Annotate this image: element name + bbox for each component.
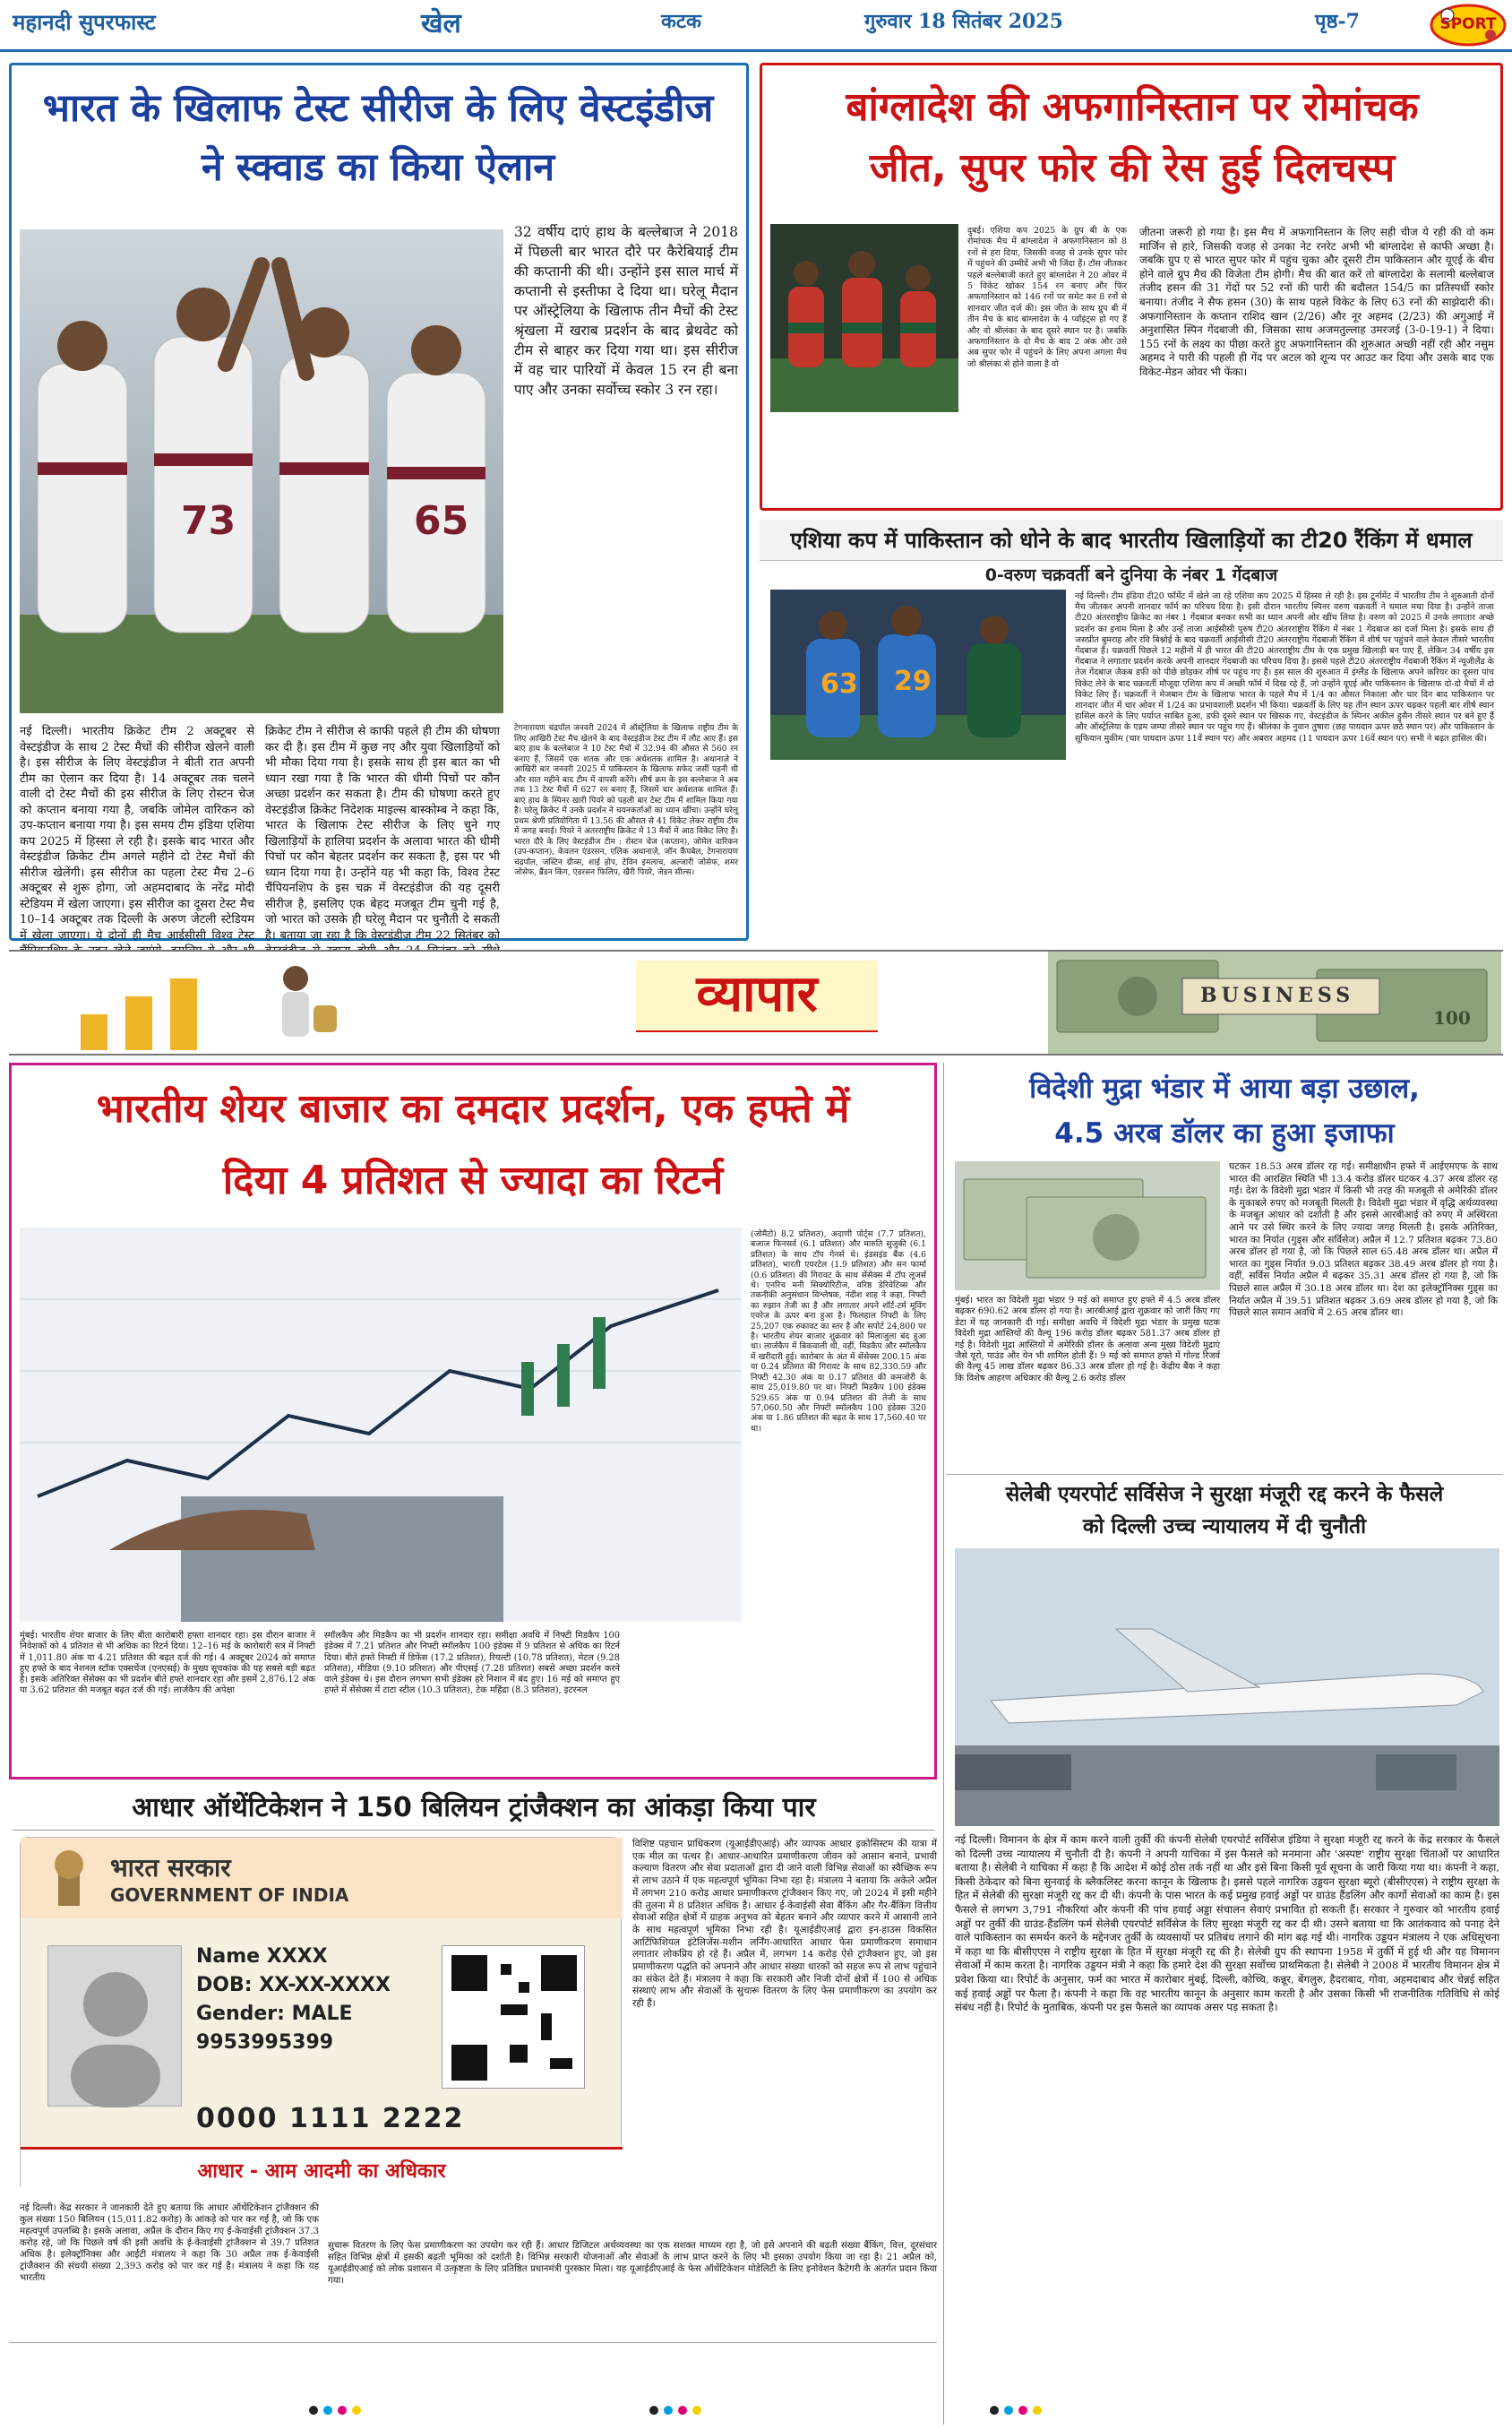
share-col1: मुंबई। भारतीय शेयर बाजार के लिए बीता कारोबारी हफ्ता शानदार रहा। इस दौरान बाजार ने निवेशकों को 4 प्रतिशत से भी अधिक का रिटर्न दिया। 12–16 मई के कारोबारी सत्र में निफ्टी में 1,011.80 अंक या 4.21 प्रतिशत की बढ़त दर्ज की गई। 4 अक्टूबर 2024 को समाप्त हुए हफ्ते के बाद नेशनल स्टॉक एक्सचेंज (एनएसई) के मुख्य सूचकांक की यह सबसे बड़ी बढ़त है। इसके अतिरिक्त सेंसेक्स का भी प्रदर्शन बीते हफ्ते शानदार रहा और इसमें 2,876.12 अंक या 3.62 प्रतिशत की मजबूत बढ़त दर्ज की गई। लार्जकैप की अपेक्षा <box>20 1631 315 1696</box>
wi-col3: टेगनारायण चंद्रपॉल जनवरी 2024 में ऑस्ट्रेलिया के खिलाफ राष्ट्रीय टीम के लिए आखिरी टेस्ट मैच खेलने के बाद वेस्टइंडीज टेस्ट टीम में लौट आए हैं। इस बाएं हाथ के बल्लेबाज ने 10 टेस्ट मैचों में 32.94 की औसत से 560 रन बनाए हैं, जिसमें एक शतक और एक अर्धशतक शामिल है। अथानाज़े ने आखिरी बार जनवरी 2025 में पाकिस्तान के खिलाफ सफेद जर्सी पहनी थी और सात महीने बाद टीम में वापसी करेंगे। शीर्ष क्रम के इस बल्लेबाज ने अब तक 13 टेस्ट मैचों में 627 रन बनाए हैं, जिसमें चार अर्धशतक शामिल हैं। बाएं हाथ के स्पिनर खारी पियरे को पहली बार टेस्ट टीम में शामिल किया गया है। घरेलू क्रिकेट में उनके प्रदर्शन ने चयनकर्ताओं का ध्यान खींचा। उन्होंने घरेलू प्रथम श्रेणी प्रतियोगिता में 13.56 की औसत से 41 विकेट लेकर राष्ट्रीय टीम में जगह बनाई। पियरे ने अंतरराष्ट्रीय क्रिकेट में 13 मैचों में आठ विकेट लिए हैं। भारत दौरे के लिए वेस्टइंडीज टीम : रोस्टन चेज (कप्तान), जोमेल वारिकन (उप-कप्तान), केवलन एंडरसन, एलिक अथानाज़े, जॉन कैंपबेल, टेगनारायण चंद्रपॉल, जस्टिन ग्रीव्स, शाई होप, टेविन इमलाच, अल्जारी जोसेफ, शमर जोसेफ, ब्रैंडन किंग, एंडरसन फिलिप, खैरी पियरे, जेडन सील्स। <box>514 724 738 877</box>
forex-headline <box>949 1066 1499 1156</box>
share-headline-line-2: दिया 4 प्रतिशत से ज्यादा का रिटर्न <box>222 1158 724 1203</box>
forex-photo <box>955 1161 1220 1290</box>
wi-col2b: क्रिकेट टीम ने सीरीज से काफी पहले ही टीम की घोषणा कर दी है। इस टीम में कुछ नए और युवा खिलाड़ियों को भी मौका दिया गया है। इसके साथ ही इस बात का भी ध्यान रखा गया है कि भारत की धीमी पिचों पर कौन अच्छा प्रदर्शन कर सकता है। टीम की घोषणा करते हुए वेस्टइंडीज क्रिकेट निदेशक माइल्स बास्कोम्ब ने कहा कि, भारत के खिलाफ टेस्ट सीरीज के लिए चुने गए खिलाड़ियों के हालिया प्रदर्शन के अलावा भारत की धीमी पिचों पर कौन बेहतर प्रदर्शन कर सकता है, इस पर भी ध्यान दिया गया है। उन्होंने यह भी कहा कि, विश्व टेस्ट चैंपियनशिप के इस चक्र में वेस्टइंडीज की यह दूसरी सीरीज है, इसलिए एक बेहद मजबूत टीम चुनी गई है, जो भारत को उसके ही घरेलू मैदान पर चुनौती दे सकती है। बताया जा रहा है कि वेस्टइंडीज टीम 22 सितंबर को <box>265 725 500 943</box>
ban-photo <box>770 224 958 412</box>
celebi-headline-line-2: को दिल्ली उच्च न्यायालय में दी चुनौती <box>1082 1515 1367 1538</box>
wi-players-image <box>20 229 503 713</box>
ban-headline-line-2: जीत, सुपर फोर की रेस हुई दिलचस्प <box>869 145 1396 191</box>
share-headline-line-1: भारतीय शेयर बाजार का दमदार प्रदर्शन, एक हफ्ते में <box>96 1086 850 1132</box>
wi-col1: नई दिल्ली। भारतीय क्रिकेट टीम 2 अक्टूबर से वेस्टइंडीज के साथ 2 टेस्ट मैचों की सीरीज खेलने वाली है। इस सीरीज के लिए वेस्टइंडीज ने बीती रात अपनी टीम का ऐलान कर दिया है। 14 अक्टूबर तक चलने वाली दो टेस्ट मैचों की इस सीरीज के लिए रोस्टन चेज को कप्तान बनाया गया है, जबकि जोमेल वारिकन को उप-कप्तान बनाया गया है। इस समय टीम इंडिया एशिया कप 2025 में हिस्सा ले रही है। इसके बाद भारत और वेस्टइंडीज क्रिकेट टीम अगले महीने दो टेस्ट मैचों की सीरीज खेलेंगी। इस सीरीज का पहला टेस्ट मैच 2–6 अक्टूबर से शुरू होगा, जो अहमदाबाद के नरेंद्र मोदी स्टेडियम में खेला जाएगा। इस सीरीज का दूसरा टेस्ट मैच 10–14 अक्टूबर तक दिल्ली के अरुण जेटली स्टेडियम में खेला जाएगा। ये दोनों ही मैच आईसीसी विश्व टेस्ट <box>20 725 254 943</box>
aadhaar-photo-placeholder <box>47 1945 182 2107</box>
wi-headline <box>20 79 736 197</box>
forex-col2: घटकर 18.53 अरब डॉलर रह गई। समीक्षाधीन हफ्ते में आईएमएफ के साथ भारत की आरक्षित स्थिति भी 13.4 करोड़ डॉलर घटकर 4.37 अरब डॉलर रह गई। देश के विदेशी मुद्रा भंडार में किसी भी तरह की मजबूती से अमेरिकी डॉलर के मुकाबले रुपए को मजबूती मिलती है। विदेशी मुद्रा भंडार में वृद्धि अर्थव्यवस्था के मजबूत आधार को दर्शाती है और इससे आरबीआई को रुपए में अस्थिरता आने पर उसे स्थिर करने के लिए ज्यादा जगह मिलती है। इसके अतिरिक्त, भारत का निर्यात (गुड्स और सर्विसेज) अप्रैल में 12.7 प्रतिशत बढ़कर 73.80 अरब डॉलर हो गया है, जो कि पिछले साल 65.48 अरब डॉलर था। अप्रैल में भारत का गुड्स निर्यात 9.03 प्रतिशत बढ़कर 38.49 अरब डॉलर हो गया है। वहीं, सर्विस निर्यात अप्रैल में बढ़कर 35.31 अरब डॉलर हो गया है, जो कि पिछले साल अप्रैल में 30.18 अरब डॉलर था। देश का इलेक्ट्रॉनिक्स गुड्स का निर्यात अप्रैल में 39.51 प्रतिशत बढ़कर 3.69 अरब डॉलर हो गया है, जो कि पिछले साल समान अवधि में 2.65 अरब डॉलर था। <box>1229 1161 1498 1319</box>
business-money-image <box>1048 952 1501 1054</box>
forex-headline-line-1: विदेशी मुद्रा भंडार में आया बड़ा उछाल, <box>1029 1073 1420 1105</box>
aadhaar-col2: सुचारू वितरण के लिए फेस प्रमाणीकरण का उपयोग कर रही हैं। आधार डिजिटल अर्थव्यवस्था का एक सशक्त माध्यम रहा है, जो इसे अपनाने की बढ़ती संख्या बैंकिंग, वित्त, दूरसंचार सहित विभिन्न क्षेत्रों में इसकी बढ़ती भूमिका को दर्शाती है। विभिन्न सरकारी योजनाओं और सेवाओं के लाभ प्राप्त करने के लिए भी इसका उपयोग किया जा रहा है। 21 अप्रैल को, यूआईडीएआई को लोक प्रशासन में उत्कृष्टता के लिए प्रतिष्ठित प्रधानमंत्री पुरस्कार मिला। यह यूआईडीएआई के फेस ऑथेंटिकेशन मोडेलिटी के लिए इनोवेशन कैटेगरी के अंतर्गत प्रदान किया गया। <box>328 2241 937 2286</box>
rank-subhead: 0-वरुण चक्रवर्ती बने दुनिया के नंबर 1 गेंदबाज <box>984 565 1278 585</box>
wi-jersey-number-1: 73 <box>181 498 236 544</box>
aadhaar-card <box>20 1837 622 2193</box>
ban-col2: जीतना जरूरी हो गया है। इस मैच में अफगानिस्तान के लिए सही चीज ये रही की वो कम मार्जिन से हारे, जिसकी वजह से उनका नेट रनरेट अभी भी बांग्लादेश से काफी अच्छा है। जबकि ग्रुप ए से भारत सुपर फोर में पहुंच चुका और दूसरी टीम पाकिस्तान और यूएई के बीच होने वाले ग्रुप मैच की विजेता टीम होगी। मैच की बात करें तो बांग्लादेश के सलामी बल्लेबाज तंजीद हसन की 31 गेंदों पर 52 रनों की पारी की बदौलत 154/5 का प्रतिस्पर्धी स्कोर बनाया। तंजीद ने सैफ हसन (30) के साथ पहले विकेट के लिए 63 रनों की साझेदारी की। अफगानिस्तान के कप्तान राशिद खान (2/26) और नूर अहमद (2/23) की अगुआई में अनुशासित स्पिन गेंदबाजी की, जिसका साथ अजमतुल्लाह उमरजई (3-0-19-1) ने दिया। 155 रनों के लक्ष्य का पीछा करते हुए अफगानिस्तान की शुरुआत अच्छी नहीं रही और नसुम अहमद ने पारी की पहली ही गेंद पर अटल को शून्य पर आउट कर दिया और उसके बाद एक विकेट-मेडन ओवर भी फेंका। <box>1139 226 1494 378</box>
aadhaar-card-name: Name XXXX <box>196 1945 328 1968</box>
print-registration-marks <box>305 2401 1200 2419</box>
stock-market-image <box>20 1228 742 1622</box>
share-col2: स्मॉलकैप और मिडकैप का भी प्रदर्शन शानदार रहा। समीक्षा अवधि में निफ्टी मिडकैप 100 इंडेक्स में 7.21 प्रतिशत और निफ्टी स्मॉलकैप 100 इंडेक्स में 9 प्रतिशत से अधिक का रिटर्न दिया। बीते हफ्ते निफ्टी में डिफेंस (17.2 प्रतिशत), रियल्टी (10.78 प्रतिशत), मेटल (9.28 प्रतिशत), मीडिया (9.10 प्रतिशत) और पीएसई (7.28 प्रतिशत) सबसे अच्छा प्रदर्शन करने वाले इंडेक्स थे। इस दौरान लगभग सभी इंडेक्स हरे निशान में बंद हुए। 16 मई को समाप्त हुए हफ्ते में सेंसेक्स में टाटा स्टील (10.3 प्रतिशत), टेक महिंद्रा (8.3 प्रतिशत), इटरनल <box>324 1631 620 1696</box>
aadhaar-card-number: 0000 1111 2222 <box>196 2103 465 2134</box>
sport-badge-text: SPORT <box>1439 15 1497 33</box>
celebi-body: नई दिल्ली। विमानन के क्षेत्र में काम करने वाली तुर्की की कंपनी सेलेबी एयरपोर्ट सर्विसेज इंडिया ने सुरक्षा मंजूरी रद्द करने के केंद्र सरकार के फैसले को दिल्ली उच्च न्यायालय में चुनौती दी है। कंपनी ने अपनी याचिका में इस फैसले को मनमाना और 'अस्पष्ट' राष्ट्रीय सुरक्षा चिंताओं पर आधारित बताया है। सेलेबी ने याचिका में कहा है कि आदेश में कोई ठोस तर्क नहीं था और इसे बिना किसी पूर्व सूचना के जारी किया गया था। कंपनी ने कहा, किसी ठेकेदार को बिना सुनवाई के ब्लैकलिस्ट करना कानून के खिलाफ है। इससे पहले नागरिक उड्डयन सुरक्षा ब्यूरो (बीसीएएस) ने राष्ट्रीय सुरक्षा के हित में सेलेबी की सुरक्षा मंजूरी रद्द कर दी थी। कंपनी के पास भारत के कई प्रमुख हवाई अड्डों पर ग्राउंड हैंडलिंग और कार्गो सेवाओं का काम है। इस फैसले से लगभग 3,791 नौकरियां और कंपनी की पांच हवाई अड्डा संचालन सेवाएं प्रभावित हो सकती हैं। सरकार ने गुरुवार को भारतीय हवाई अड्डों पर तुर्की की ग्राउंड-हैंडलिंग फर्म सेलेबी एयरपोर्ट सर्विसेज के लिए सुरक्षा मंजूरी रद्द कर दी थी। उसने बताया था कि आतंकवाद को पनाह देने वाले पाकिस्तान का समर्थन करने के मद्देनजर तुर्की के व्यवसायों पर प्रतिबंध लगाने की मांग बढ़ गई थी। नागरिक उड्डयन मंत्रालय ने एक अधिसूचना में कहा था कि बीसीएएस ने राष्ट्रीय सुरक्षा के हित में सुरक्षा मंजूरी रद्द की है। सेलेबी ग्रुप की स्थापना 1958 में तुर्की में हुई थी और यह विमानन सेवाओं में काम करता है। नागरिक उड्डयन मंत्री ने कहा कि हमारे देश की सुरक्षा सर्वोच्च प्राथमिकता है। सेलेबी ने 2008 में भारतीय विमानन क्षेत्र में प्रवेश किया था। रिपोर्ट के अनुसार, फर्म का भारत में कारोबार मुंबई, दिल्ली, कोच्चि, कन्नूर, बेंगलुरु, हैदराबाद, गोवा, अहमदाबाद और चेन्नई सहित कई हवाई अड्डों पर फैला है। कंपनी ने कहा कि वह भारतीय कानून के अनुसार काम करती है और उसका किसी भी राजनीतिक गतिविधि से कोई संबंध नहीं है। रिपोर्ट के मुताबिक, कंपनी पर इस फैसले का व्यापक असर पड़ सकता है। <box>955 1833 1499 2014</box>
bill-denomination: 100 <box>1433 1007 1471 1029</box>
wi-headline-line-2: ने स्क्वाड का किया ऐलान <box>201 145 555 190</box>
aadhaar-card-gender: Gender: MALE <box>196 2003 353 2025</box>
rank-col1: नई दिल्ली। टीम इंडिया टी20 फॉर्मेट में खेले जा रहे एशिया कप 2025 में हिस्सा ले रही है। इस टूर्नामेंट में भारतीय टीम ने शुरुआती दोनों मैच जीतकर अपनी शानदार फॉर्म का परिचय दिया है। इसी दौरान भारतीय स्पिनर वरुण चक्रवर्ती ने धमाल मचा दिया है। उन्होंने ताजा टी20 अंतरराष्ट्रीय क्रिकेट का नंबर 1 गेंदबाज बनकर सभी का ध्यान अपनी ओर खींच लिया है। वरुण को 2025 में उनके लगातार अच्छे प्रदर्शन का इनाम मिला है और उन्हें ताजा आईसीसी पुरुष टी20 अंतरराष्ट्रीय रैंकिंग में नंबर 1 गेंदबाज का दर्जा मिला है। इसके साथ ही जसप्रीत बुमराह और रवि बिश्नोई के बाद चक्रवर्ती आईसीसी टी20 अंतरराष्ट्रीय गेंदबाजी रैंकिंग में शीर्ष पर पहुंचने वाले केवल तीसरे भारतीय गेंदबाज हैं। चक्रवर्ती पिछले 12 महीनों में ही भारत की टी20 अंतरराष्ट्रीय टीम के एक प्रमुख खिलाड़ी बन पाए हैं, लेकिन 34 वर्षीय इस गेंदबाज ने लगातार प्रदर्शन करके अपनी शानदार गेंदबाजी का परिचय दिया है। इससे पहले टी20 अंतरराष्ट्रीय गेंदबाजी रैंकिंग में न्यूजीलैंड के तेज गेंदबाज जैकब डफी को पीछे छोड़कर शीर्ष पर पहुंच गए हैं। इस साल की शुरुआत में इंग्लैंड के खिलाफ अपने करियर का दूसरा पांच विकेट लेने के बाद चक्रवर्ती मौजूदा एशिया कप में अच्छी फॉर्म में दिख रहे हैं, जो उन्होंने यूएई और पाकिस्तान के खिलाफ दो-दो मैचों में दो विकेट लिए हैं। चक्रवर्ती ने मेजबान टीम के खिलाफ भारत के पहले मैच में 1/4 का औसत निकाला और चार दिन बाद पाकिस्तान पर शानदार जीत में चार ओवर में 1/24 का प्रभावशाली प्रदर्शन भी किया। चक्रवर्ती के लिए यह तीन स्थान ऊपर चढ़कर पहली बार शीर्ष स्थान हासिल करने के लिए पर्याप्त साबित हुआ, डफी दूसरे स्थान पर खिसक गए, वेस्टइंडीज के स्पिनर अकील हुसैन तीसरे स्थान पर बने हुए हैं और ऑस्ट्रेलिया के एडम जम्पा तीसरे स्थान पर पहुंच गए हैं। श्रीलंका के नुवान तुषारा (छह पायदान ऊपर छठे स्थान पर) और पाकिस्तान के सूफियान मुकीम (चार पायदान ऊपर 11वें स्थान पर) और अबरार अहमद (11 पायदान ऊपर 16वें स्थान पर) सभी ने बढ़त हासिल की। <box>1075 591 1494 744</box>
ban-headline-line-1: बांग्लादेश की अफगानिस्तान पर रोमांचक <box>846 84 1419 130</box>
ban-headline <box>769 77 1496 199</box>
celebi-headline-line-1: सेलेबी एयरपोर्ट सर्विसेज ने सुरक्षा मंजूरी रद्द करने के फैसले <box>1005 1483 1444 1506</box>
business-growth-illustration <box>9 952 367 1054</box>
wi-headline-line-1: भारत के खिलाफ टेस्ट सीरीज के लिए वेस्टइंडीज <box>42 86 714 131</box>
airport-plane-image <box>955 1548 1499 1826</box>
sport-badge <box>1430 3 1507 47</box>
ban-players-image <box>770 224 958 412</box>
aadhaar-headline: आधार ऑथेंटिकेशन ने 150 बिलियन ट्रांजैक्शन का आंकड़ा किया पार <box>13 1787 935 1831</box>
ban-col1: दुबई। एशिया कप 2025 के ग्रुप बी के एक रोमांचक मैच में बांग्लादेश ने अफगानिस्तान को 8 रनों से हरा दिया, जिसकी वजह से उनके सुपर फोर में पहुंचने की उम्मीदें अभी भी जिंदा हैं। टॉस जीतकर पहले बल्लेबाजी करते हुए बांग्लादेश ने 20 ओवर में 5 विकेट खोकर 154 रन बनाए और फिर अफगानिस्तान को 146 रनों पर समेट कर 8 रनों से शानदार जीत दर्ज की। इस जीत के साथ ग्रुप बी में तीन मैच के बाद बांग्लादेश के 4 प्वॉइंट्स हो गए हैं और वो श्रीलंका के बाद दूसरे स्थान पर है। जबकि अफगानिस्तान के दो मैच के बाद 2 अंक और उसे अब सुपर फोर में पहुंचने के लिए अपना अगला मैच जो श्रीलंका से होने वाला है वो <box>967 226 1127 369</box>
page-number: पृष्ठ-7 <box>1315 10 1360 33</box>
business-sign-text: BUSINESS <box>1200 984 1355 1007</box>
celebi-headline <box>949 1478 1499 1543</box>
business-label: व्यापार <box>696 965 818 1023</box>
city-name: कटक <box>661 10 701 33</box>
aadhaar-col1: नई दिल्ली। केंद्र सरकार ने जानकारी देते हुए बताया कि आधार ऑथेंटिकेशन ट्रांजैक्शन की कुल संख्या 150 बिलियन (15,011.82 करोड़) के आंकड़े को पार कर गई है, जो कि एक महत्वपूर्ण उपलब्धि है। इसके अलावा, अप्रैल के दौरान किए गए ई-केवाईसी ट्रांजैक्शन 37.3 करोड़ रहे, जो कि पिछले वर्ष की इसी अवधि के ई-केवाईसी ट्रांजैक्शन से 39.7 प्रतिशत अधिक है। इलेक्ट्रॉनिक्स और आईटी मंत्रालय ने कहा कि 30 अप्रैल तक ई-केवाईसी ट्रांजैक्शन की संचयी संख्या 2,393 करोड़ को पार कर गई है। मंत्रालय ने कहा कि यह भारतीय <box>20 2203 319 2283</box>
aadhaar-card-header-en: GOVERNMENT OF INDIA <box>110 1884 349 1906</box>
aadhaar-card-dob: DOB: XX-XX-XXXX <box>196 1974 391 1996</box>
rank-jersey-number-1: 63 <box>820 668 858 700</box>
aadhaar-card-header-text: भारत सरकार <box>110 1853 231 1883</box>
aadhaar-card-slogan: आधार - आम आदमी का अधिकार <box>197 2160 446 2183</box>
masthead <box>0 0 1512 52</box>
celebi-photo <box>955 1548 1499 1826</box>
aadhaar-card-phone: 9953995399 <box>196 2031 334 2054</box>
paper-name: महानदी सुपरफास्ट <box>13 9 156 35</box>
person-silhouette-icon <box>48 1946 183 2107</box>
qr-code-icon <box>442 1945 585 2089</box>
wi-photo <box>20 229 503 713</box>
rank-jersey-number-2: 29 <box>894 666 932 697</box>
section-name: खेल <box>421 8 461 39</box>
emblem-icon <box>42 1847 96 1909</box>
business-banner <box>9 950 1503 1056</box>
share-col-side: (जोमैटो) 8.2 प्रतिशत), अदाणी पोर्ट्स (7.7 प्रतिशत), बजाज फिनसर्व (6.1 प्रतिशत) और मारुति सुजुकी (6.1 प्रतिशत) के साथ टॉप गेनर्स थे। इंडसइंड बैंक (4.6 प्रतिशत), भारती एयरटेल (1.9 प्रतिशत) और सन फार्मा (0.6 प्रतिशत) की गिरावट के साथ सेंसेक्स में टॉप लूजर्स थे। एनरिच मनी सिक्योरिटीज, वरिष्ठ डेरिवेटिव्स और तकनीकी अनुसंधान विश्लेषक, नंदीश शाह ने कहा, निफ्टी का रुझान तेजी का है और लगातार अपने शॉर्ट-टर्म मूविंग एवरेज के ऊपर बना हुआ है। फिलहाल निफ्टी के लिए 25,207 एक रुकावट का स्तर है और सपोर्ट 24,800 पर है। भारतीय शेयर बाजार शुक्रवार को मिलाजुला बंद हुआ था। लार्जकैप में बिकवाली थी, वहीं, मिडकैप और स्मॉलकैप में खरीदारी हुई। कारोबार के अंत में सेंसेक्स 200.15 अंक या 0.24 प्रतिशत की गिरावट के साथ 82,330.59 और निफ्टी 42.30 अंक या 0.17 प्रतिशत की कमजोरी के साथ 25,019.80 पर था। निफ्टी मिडकैप 100 इंडेक्स 529.65 अंक या 0.94 प्रतिशत की तेजी के साथ 57,060.50 और निफ्टी स्मॉलकैप 100 इंडेक्स 320 अंक या 1.86 प्रतिशत की बढ़त के साथ 17,560.40 पर था। <box>751 1229 926 1434</box>
share-headline <box>18 1073 928 1217</box>
aadhaar-col-right: विशिष्ट पहचान प्राधिकरण (यूआईडीएआई) और व्यापक आधार इकोसिस्टम की यात्रा में एक मील का पत्थर है। आधार-आधारित प्रमाणीकरण जीवन को आसान बनाने, प्रभावी कल्याण वितरण और सेवा प्रदाताओं द्वारा दी जाने वाली विभिन्न सेवाओं का स्वैच्छिक रूप से लाभ उठाने में एक महत्वपूर्ण भूमिका निभा रहा है। मंत्रालय ने बताया कि अकेले अप्रैल में लगभग 210 करोड़ आधार प्रमाणीकरण ट्रांजैक्शन किए गए, जो 2024 में इसी महीने की तुलना में 8 प्रतिशत अधिक है। आधार ई-केवाईसी सेवा बैंकिंग और गैर-बैंकिंग वित्तीय सेवाओं सहित क्षेत्रों में ग्राहक अनुभव को बेहतर बनाने और व्यापार करने में आसानी लाने के साथ महत्वपूर्ण भूमिका निभा रही है। यूआईडीएआई द्वारा इन-हाउस विकसित आर्टिफिशियल इंटेलिजेंस-मशीन लर्निंग-आधारित आधार फेस प्रमाणीकरण समाधान लगातार लोकप्रिय हो रहे हैं। अप्रैल में, लगभग 14 करोड़ ऐसे ट्रांजैक्शन हुए, जो इस प्रमाणीकरण पद्धति को अपनाने और आधार संख्या धारकों को सहज रूप से लाभ पहुंचाने का संकेत देते हैं। मंत्रालय ने कहा कि सरकारी और निजी दोनों क्षेत्रों में 100 से अधिक संस्थाएं लाभ और सेवाओं के सुचारू वितरण के लिए फेस प्रमाणीकरण का उपयोग कर रही हैं। <box>632 1839 937 2010</box>
dollar-bills-image <box>955 1161 1220 1290</box>
date-line: गुरुवार 18 सितंबर 2025 <box>864 10 1063 33</box>
share-photo <box>20 1228 742 1622</box>
rank-headline: एशिया कप में पाकिस्तान को धोने के बाद भारतीय खिलाड़ियों का टी20 रैंकिंग में धमाल <box>790 528 1473 553</box>
wi-jersey-number-2: 65 <box>414 498 469 544</box>
rank-photo <box>770 590 1066 760</box>
forex-col1: मुंबई। भारत का विदेशी मुद्रा भंडार 9 मई को समाप्त हुए हफ्ते में 4.5 अरब डॉलर बढ़कर 690.62 अरब डॉलर हो गया है। आरबीआई द्वारा शुक्रवार को जारी किए गए डेटा में यह जानकारी दी गई। समीक्षा अवधि में विदेशी मुद्रा भंडार के प्रमुख घटक विदेशी मुद्रा आस्तियों की वैल्यू 196 करोड़ डॉलर बढ़कर 581.37 अरब डॉलर हो गई है। विदेशी मुद्रा आस्तियों में अमेरिकी डॉलर के अलावा अन्य मुख्य विदेशी मुद्राएं जैसे यूरो, पाउंड और येन भी शामिल होती हैं। 9 मई को समाप्त हफ्ते में गोल्ड रिजर्व की वैल्यू 45 लाख डॉलर बढ़कर 86.33 अरब डॉलर हो गई है। केंद्रीय बैंक ने कहा कि विशेष आहरण अधिकार की वैल्यू 2.6 करोड़ डॉलर <box>955 1296 1220 1383</box>
forex-headline-line-2: 4.5 अरब डॉलर का हुआ इजाफा <box>1054 1117 1395 1150</box>
wi-col2a: 32 वर्षीय दाएं हाथ के बल्लेबाज ने 2018 में पिछली बार भारत दौरे पर कैरेबियाई टीम की कप्तानी की थी। उन्होंने इस साल मार्च में कप्तानी से इस्तीफा दे दिया था। घरेलू मैदान पर ऑस्ट्रेलिया के खिलाफ तीन मैचों की टेस्ट श्रृंखला में खराब प्रदर्शन के बाद ब्रेथवेट को टीम से बाहर कर दिया गया था। इस सीरीज में वह चार पारियों में केवल 15 रन ही बना पाए और उनका सर्वोच्च स्कोर 3 रन रहा। <box>514 224 738 398</box>
